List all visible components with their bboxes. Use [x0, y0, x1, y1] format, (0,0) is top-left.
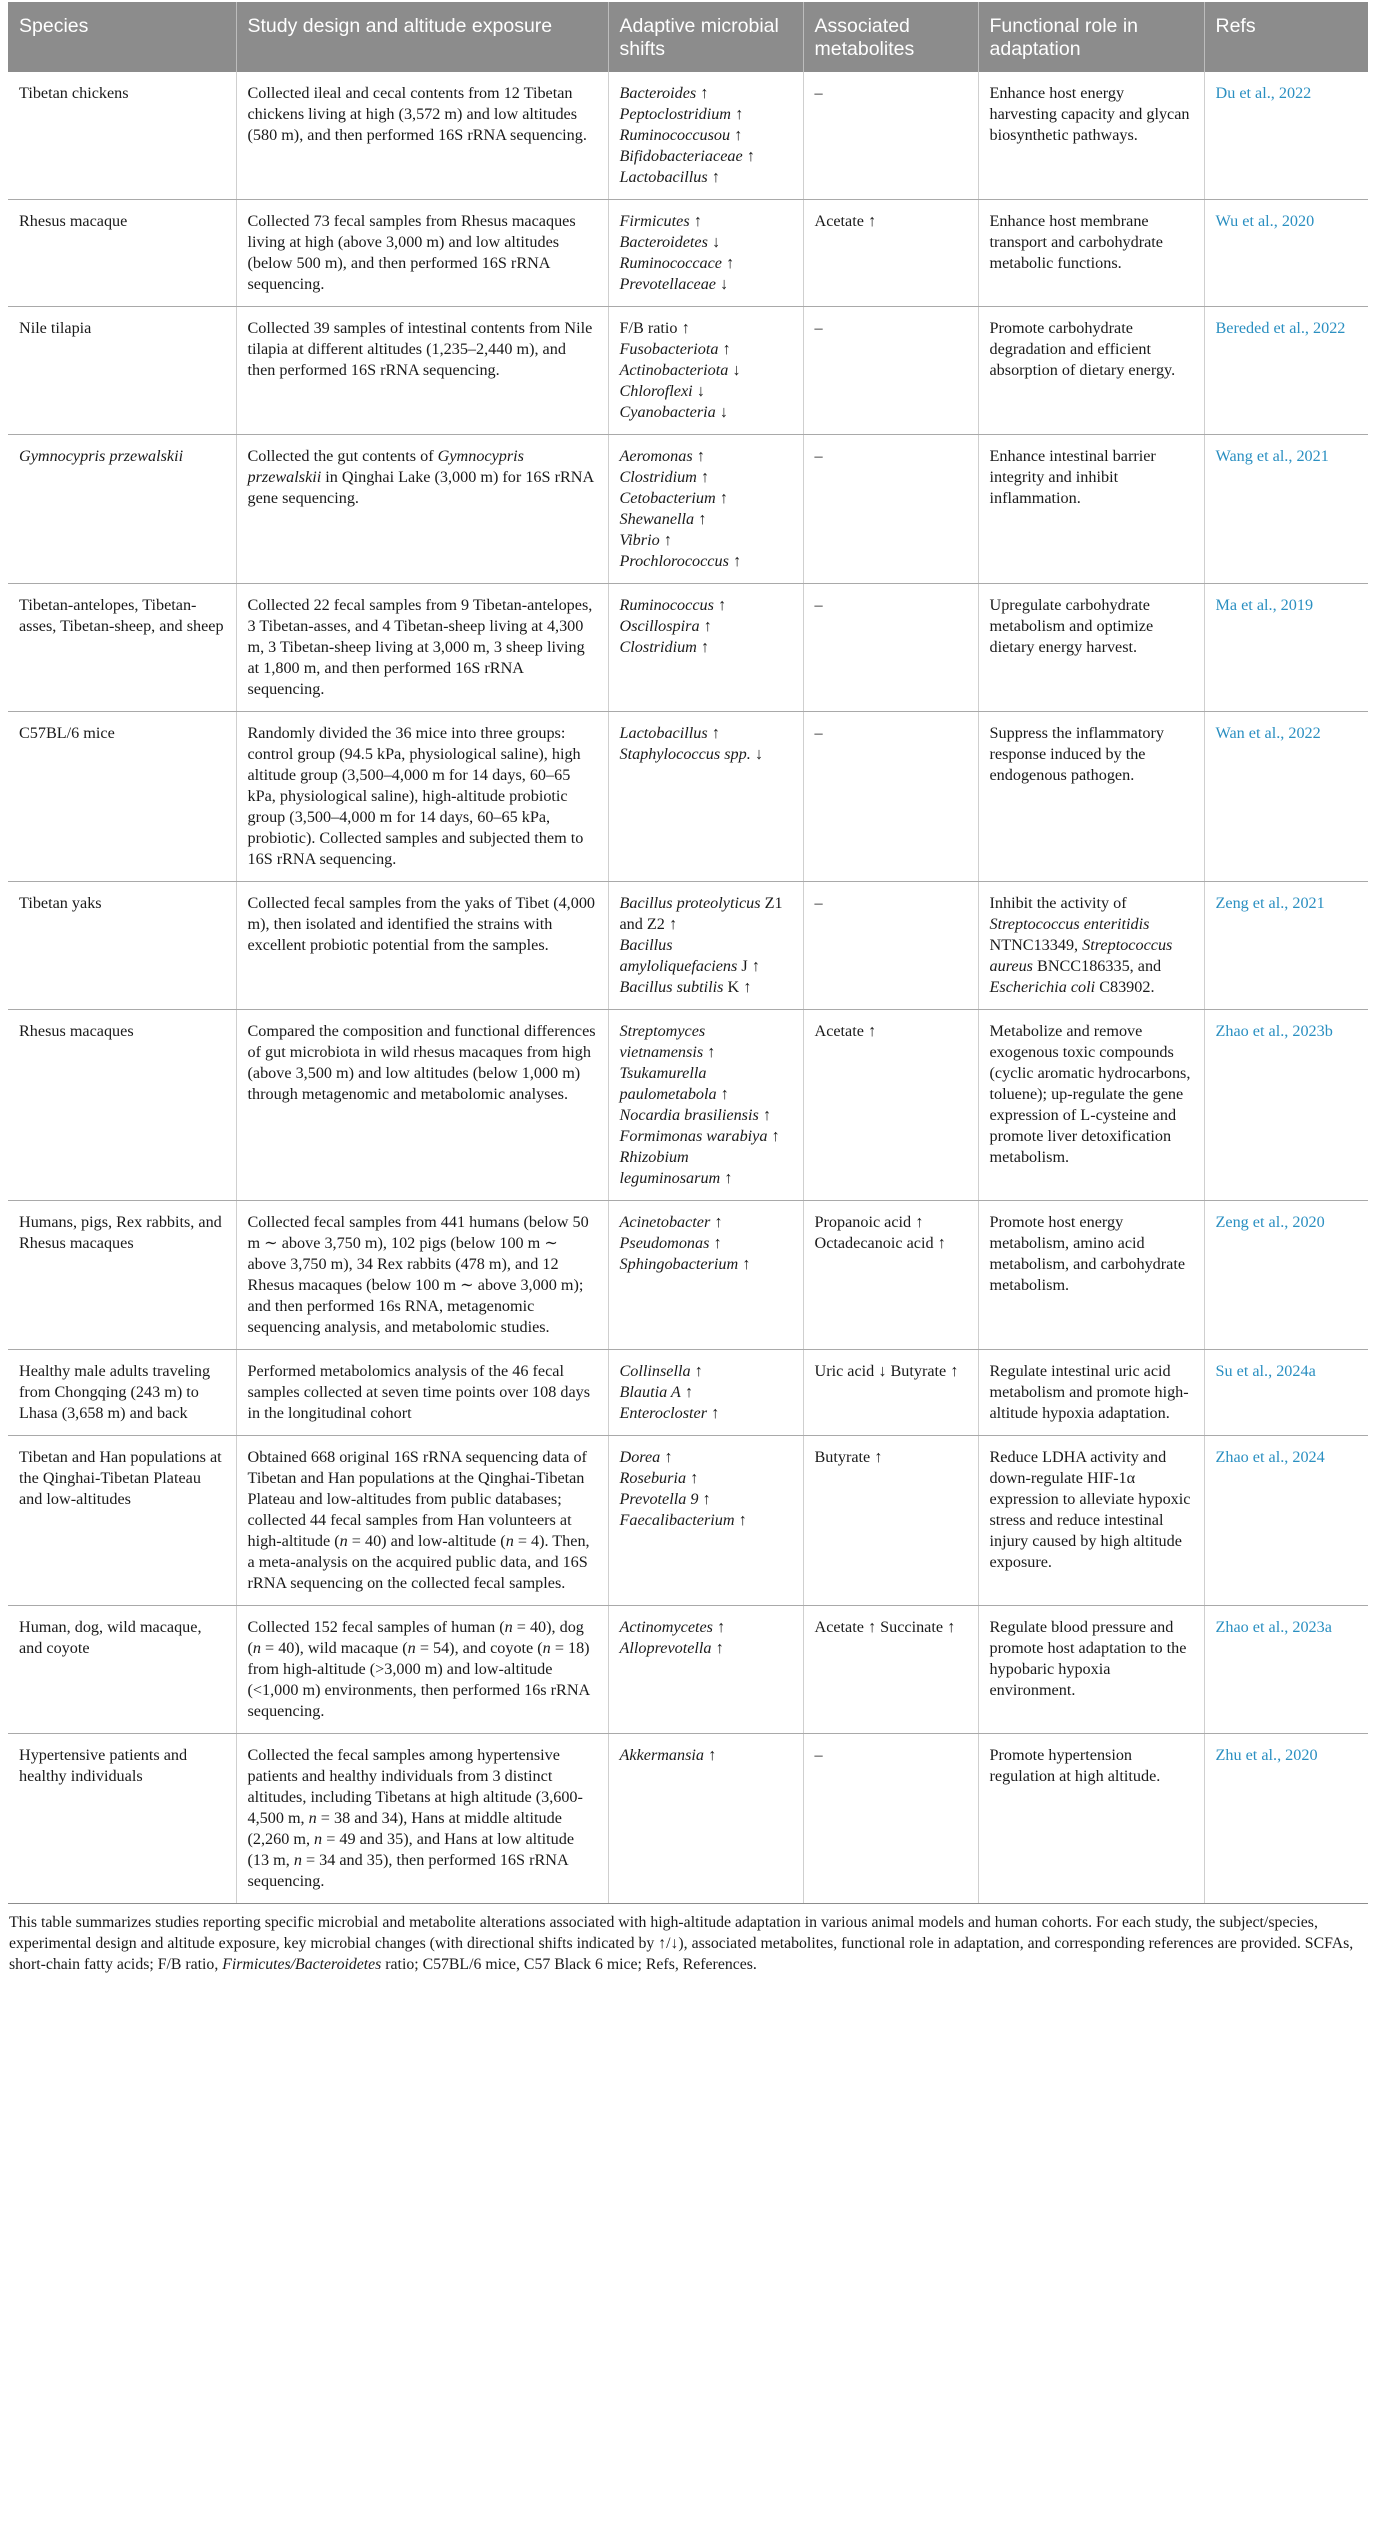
- role-cell: Regulate blood pressure and promote host adaptation to the hypobaric hypoxia environment.: [978, 1606, 1204, 1734]
- table-row: [8, 200, 1368, 307]
- direction-arrow: ↓: [707, 233, 721, 251]
- role-cell: Enhance intestinal barrier integrity and inhibit inflammation.: [978, 435, 1204, 584]
- text-run: = 18) from high-altitude (>3,000 m) and low-altitude (<1,000 m) environments, then performed 16s rRNA sequencing.: [247, 1639, 590, 1720]
- reference-link[interactable]: Zhao et al., 2023b: [1215, 1022, 1333, 1040]
- microbial-shift: [620, 104, 793, 125]
- italic-text: n: [252, 1639, 261, 1657]
- microbial-shift: [620, 1063, 793, 1105]
- adaptation-table: [8, 2, 1368, 1904]
- reference-link[interactable]: Zeng et al., 2020: [1215, 1213, 1325, 1231]
- direction-arrow: ↑: [711, 1639, 724, 1657]
- microbial-shift: [620, 1361, 793, 1382]
- ref-cell: [1204, 1734, 1368, 1904]
- direction-arrow: ↑: [715, 489, 728, 507]
- metabolites-cell: Propanoic acid ↑ Octadecanoic acid ↑: [803, 1201, 978, 1350]
- direction-arrow: ↑: [677, 319, 690, 337]
- design-cell: [236, 1436, 608, 1606]
- taxon-name: Staphylococcus spp.: [619, 745, 751, 763]
- reference-link[interactable]: Wan et al., 2022: [1215, 724, 1321, 742]
- design-cell: Compared the composition and functional differences of gut microbiota in wild rhesus macaques from high (above 3,500 m) and low altitudes (below 1,000 m) through metagenomic and metabolomic analyses.: [236, 1010, 608, 1201]
- taxon-name: Bacteroidetes: [619, 233, 708, 251]
- microbial-shift: [620, 125, 793, 146]
- text-run: This table summarizes studies reporting specific microbial and metabolite alterations associated with high-altitude adaptation in various animal models and human cohorts. For each study, the subject/species, experimental design and altitude exposure, key microbial changes (with directional shifts indicated by ↑/↓), associated metabolites, functional role in adaptation, and corresponding references are provided. SCFAs, short-chain fatty acids; F/B ratio,: [9, 1914, 1354, 1973]
- direction-arrow: ↑: [739, 978, 752, 996]
- microbial-shift: [620, 1382, 793, 1403]
- direction-arrow: ↑: [680, 1383, 693, 1401]
- microbial-shift: [620, 1126, 793, 1147]
- taxon-name: Prevotellaceae: [619, 275, 716, 293]
- table-row: [8, 882, 1368, 1010]
- direction-arrow: ↑: [712, 1618, 726, 1636]
- italic-text: Streptococcus aureus: [989, 936, 1173, 975]
- role-cell: Promote carbohydrate degradation and efficient absorption of dietary energy.: [978, 307, 1204, 435]
- taxon-name: Sphingobacterium: [619, 1255, 739, 1273]
- metabolites-cell: –: [803, 72, 978, 200]
- taxon-name: Bacillus subtilis: [619, 978, 724, 996]
- shifts-cell: [608, 1350, 803, 1436]
- direction-arrow: ↑: [686, 1469, 699, 1487]
- microbial-shift: [620, 744, 793, 765]
- species-cell: Rhesus macaques: [8, 1010, 236, 1201]
- microbial-shift: [620, 1489, 793, 1510]
- microbial-shift: [620, 1212, 793, 1233]
- taxon-name: Peptoclostridium: [619, 105, 732, 123]
- species-cell: C57BL/6 mice: [8, 712, 236, 882]
- taxon-name: Pseudomonas: [619, 1234, 710, 1252]
- taxon-name: Acinetobacter: [619, 1213, 711, 1231]
- microbial-shift: [620, 360, 793, 381]
- role-cell: Promote hypertension regulation at high altitude.: [978, 1734, 1204, 1904]
- shifts-cell: [608, 712, 803, 882]
- species-cell: Tibetan chickens: [8, 72, 236, 200]
- direction-arrow: ↑: [707, 168, 720, 186]
- microbial-shift: [620, 146, 793, 167]
- taxon-name: Formimonas warabiya: [619, 1127, 768, 1145]
- microbial-shift: [620, 232, 793, 253]
- ref-cell: [1204, 200, 1368, 307]
- shifts-cell: [608, 584, 803, 712]
- table-row: [8, 712, 1368, 882]
- taxon-strain: K: [723, 978, 740, 996]
- taxon-name: Prevotella 9: [619, 1490, 699, 1508]
- text-run: = 40) and low-altitude (: [347, 1532, 506, 1550]
- design-cell: Randomly divided the 36 mice into three groups: control group (94.5 kPa, physiological saline), high altitude group (3,500–4,000 m for 14 days, 60–65 kPa, physiological saline), high-altitude probiotic group (3,500–4,000 m for 14 days, 60–65 kPa, probiotic). Collected samples and subjected them to 16S rRNA sequencing.: [236, 712, 608, 882]
- microbial-shift: [620, 551, 793, 572]
- direction-arrow: ↑: [742, 147, 755, 165]
- italic-text: n: [308, 1809, 317, 1827]
- text-run: Collected 152 fecal samples of human (: [247, 1618, 505, 1636]
- direction-arrow: ↑: [721, 254, 735, 272]
- header-row: [8, 2, 1368, 72]
- taxon-name: Cetobacterium: [619, 489, 716, 507]
- design-cell: Collected ileal and cecal contents from 12 Tibetan chickens living at high (3,572 m) and low altitudes (580 m), and then performed 16S rRNA sequencing.: [236, 72, 608, 200]
- role-cell: Promote host energy metabolism, amino acid metabolism, and carbohydrate metabolism.: [978, 1201, 1204, 1350]
- microbial-shift: [620, 723, 793, 744]
- species-cell: Gymnocypris przewalskii: [8, 435, 236, 584]
- taxon-strain: J: [737, 957, 748, 975]
- microbial-shift: [620, 1617, 793, 1638]
- italic-text: n: [504, 1618, 513, 1636]
- role-cell: Enhance host energy harvesting capacity and glycan biosynthetic pathways.: [978, 72, 1204, 200]
- text-run: Collected the fecal samples among hypertensive patients and healthy individuals from 3 distinct altitudes, including Tibetans at high altitude (3,600-4,500 m,: [247, 1746, 583, 1827]
- table-row: [8, 72, 1368, 200]
- microbial-shift: [620, 530, 793, 551]
- species-cell: Hypertensive patients and healthy individuals: [8, 1734, 236, 1904]
- text-run: C83902.: [1095, 978, 1155, 996]
- taxon-name: Ruminococcus: [619, 596, 714, 614]
- ref-cell: [1204, 712, 1368, 882]
- direction-arrow: ↑: [713, 596, 727, 614]
- header-refs: Refs: [1204, 2, 1368, 72]
- taxon-name: Collinsella: [619, 1362, 691, 1380]
- ref-cell: [1204, 72, 1368, 200]
- taxon-name: Vibrio: [619, 531, 660, 549]
- header-role: Functional role in adaptation: [978, 2, 1204, 72]
- taxon-name: Clostridium: [619, 468, 697, 486]
- direction-arrow: ↓: [715, 275, 729, 293]
- reference-link[interactable]: Su et al., 2024a: [1215, 1362, 1316, 1380]
- direction-arrow: ↓: [750, 745, 763, 763]
- role-cell: Enhance host membrane transport and carbohydrate metabolic functions.: [978, 200, 1204, 307]
- microbial-shift: [620, 893, 793, 935]
- taxon-name: Oscillospira: [619, 617, 700, 635]
- taxon-name: Akkermansia: [619, 1746, 705, 1764]
- microbial-shift: [620, 595, 793, 616]
- direction-arrow: ↑: [703, 1043, 716, 1061]
- direction-arrow: ↑: [696, 468, 709, 486]
- microbial-shift: [620, 935, 793, 977]
- direction-arrow: ↑: [767, 1127, 780, 1145]
- italic-text: Gymnocypris przewalskii: [247, 447, 524, 486]
- taxon-name: Firmicutes: [619, 212, 690, 230]
- direction-arrow: ↑: [660, 1448, 673, 1466]
- shifts-cell: [608, 435, 803, 584]
- design-cell: Collected fecal samples from the yaks of Tibet (4,000 m), then isolated and identified the strains with excellent probiotic potential from the samples.: [236, 882, 608, 1010]
- italic-text: n: [293, 1851, 302, 1869]
- text-run: = 4). Then, a meta-analysis on the acquired public data, and 16S rRNA sequencing on the collected fecal samples.: [247, 1532, 590, 1592]
- table-row: [8, 584, 1368, 712]
- design-cell: Collected fecal samples from 441 humans (below 50 m ∼ above 3,750 m), 102 pigs (below 100 m ∼ above 3,750 m), 34 Rex rabbits (478 m), and 12 Rhesus macaques (below 100 m ∼ above 3,000 m); and then performed 16s RNA, metagenomic sequencing analysis, and metabolomic studies.: [236, 1201, 608, 1350]
- shifts-cell: [608, 1010, 803, 1201]
- taxon-name: Roseburia: [619, 1469, 687, 1487]
- text-run: Obtained 668 original 16S rRNA sequencing data of Tibetan and Han populations at the Qinghai-Tibetan Plateau and low-altitudes from public databases; collected 44 fecal samples from Han volunteers at high-altitude (: [247, 1448, 587, 1550]
- taxon-name: Blautia A: [619, 1383, 681, 1401]
- table-body: [8, 72, 1368, 1904]
- taxon-name: Clostridium: [619, 638, 697, 656]
- direction-arrow: ↑: [696, 638, 709, 656]
- role-cell: Reduce LDHA activity and down-regulate HIF-1α expression to alleviate hypoxic stress and reduce intestinal injury caused by high altitude exposure.: [978, 1436, 1204, 1606]
- direction-arrow: ↓: [715, 403, 728, 421]
- species-cell: Human, dog, wild macaque, and coyote: [8, 1606, 236, 1734]
- text-run: BNCC186335, and: [1032, 957, 1162, 975]
- microbial-shift: [620, 1510, 793, 1531]
- ref-cell: [1204, 307, 1368, 435]
- italic-text: Escherichia coli: [989, 978, 1096, 996]
- microbial-shift: [620, 211, 793, 232]
- shifts-cell: [608, 1606, 803, 1734]
- reference-link[interactable]: Wang et al., 2021: [1215, 447, 1329, 465]
- design-cell: [236, 1734, 608, 1904]
- direction-arrow: ↑: [731, 105, 744, 123]
- design-cell: Collected 73 fecal samples from Rhesus macaques living at high (above 3,000 m) and low altitudes (below 500 m), and then performed 16S rRNA sequencing.: [236, 200, 608, 307]
- direction-arrow: ↑: [728, 552, 742, 570]
- direction-arrow: ↑: [710, 1213, 723, 1231]
- species-cell: Rhesus macaque: [8, 200, 236, 307]
- shifts-cell: [608, 1734, 803, 1904]
- role-cell: Upregulate carbohydrate metabolism and optimize dietary energy harvest.: [978, 584, 1204, 712]
- microbial-shift: [620, 318, 793, 339]
- header-species: Species: [8, 2, 236, 72]
- taxon-name: Enterocloster: [619, 1404, 708, 1422]
- microbial-shift: [620, 339, 793, 360]
- shifts-cell: [608, 72, 803, 200]
- direction-arrow: ↑: [720, 1169, 733, 1187]
- direction-arrow: ↓: [692, 382, 705, 400]
- ref-cell: [1204, 1201, 1368, 1350]
- metabolites-cell: Butyrate ↑: [803, 1436, 978, 1606]
- table-row: [8, 1201, 1368, 1350]
- metabolites-cell: Uric acid ↓ Butyrate ↑: [803, 1350, 978, 1436]
- ref-cell: [1204, 435, 1368, 584]
- reference-link[interactable]: Bereded et al., 2022: [1215, 319, 1346, 337]
- taxon-name: Bifidobacteriaceae: [619, 147, 743, 165]
- direction-arrow: ↑: [709, 1234, 722, 1252]
- italic-text: n: [339, 1532, 348, 1550]
- shifts-cell: [608, 200, 803, 307]
- taxon-name: Lactobacillus: [619, 168, 708, 186]
- metabolites-cell: –: [803, 712, 978, 882]
- species-cell: Tibetan yaks: [8, 882, 236, 1010]
- ref-cell: [1204, 882, 1368, 1010]
- metabolites-cell: –: [803, 584, 978, 712]
- table-row: [8, 307, 1368, 435]
- microbial-shift: [620, 446, 793, 467]
- direction-arrow: ↑: [707, 1404, 720, 1422]
- text-run: = 34 and 35), then performed 16S rRNA sequencing.: [247, 1851, 568, 1890]
- direction-arrow: ↑: [694, 510, 707, 528]
- direction-arrow: ↑: [659, 531, 672, 549]
- taxon-name: Faecalibacterium: [619, 1511, 735, 1529]
- design-cell: [236, 1606, 608, 1734]
- direction-arrow: ↓: [728, 361, 741, 379]
- shifts-cell: [608, 1201, 803, 1350]
- table-header: [8, 2, 1368, 72]
- italic-text: n: [505, 1532, 514, 1550]
- microbial-shift: [620, 1745, 793, 1766]
- design-cell: [236, 435, 608, 584]
- microbial-shift: [620, 402, 793, 423]
- italic-text: n: [314, 1830, 323, 1848]
- reference-link[interactable]: Zhu et al., 2020: [1215, 1746, 1318, 1764]
- direction-arrow: ↑: [718, 340, 731, 358]
- ref-cell: [1204, 584, 1368, 712]
- taxon-name: Rhizobium leguminosarum: [619, 1148, 721, 1187]
- microbial-shift: [620, 467, 793, 488]
- microbial-shift: [620, 1447, 793, 1468]
- direction-arrow: ↑: [696, 84, 709, 102]
- microbial-shift: [620, 1403, 793, 1424]
- microbial-shift: [620, 977, 793, 998]
- metabolites-cell: –: [803, 882, 978, 1010]
- table-row: [8, 1010, 1368, 1201]
- direction-arrow: ↑: [758, 1106, 771, 1124]
- direction-arrow: ↑: [690, 1362, 703, 1380]
- microbial-shift: [620, 1105, 793, 1126]
- taxon-name: F/B ratio: [619, 319, 678, 337]
- microbial-shift: [620, 83, 793, 104]
- taxon-name: Alloprevotella: [619, 1639, 712, 1657]
- direction-arrow: ↑: [716, 1085, 729, 1103]
- italic-text: n: [542, 1639, 551, 1657]
- microbial-shift: [620, 1147, 793, 1189]
- taxon-name: Ruminococcusou: [619, 126, 731, 144]
- ref-cell: [1204, 1436, 1368, 1606]
- direction-arrow: ↑: [689, 212, 702, 230]
- italic-text: n: [407, 1639, 416, 1657]
- species-cell: Tibetan and Han populations at the Qinghai-Tibetan Plateau and low-altitudes: [8, 1436, 236, 1606]
- taxon-name: Bacteroides: [619, 84, 697, 102]
- shifts-cell: [608, 307, 803, 435]
- direction-arrow: ↑: [692, 447, 705, 465]
- microbial-shift: [620, 488, 793, 509]
- role-cell: Metabolize and remove exogenous toxic compounds (cyclic aromatic hydrocarbons, toluene); up-regulate the gene expression of L-cysteine and promote liver detoxification metabolism.: [978, 1010, 1204, 1201]
- microbial-shift: [620, 1233, 793, 1254]
- microbial-shift: [620, 1468, 793, 1489]
- metabolites-cell: –: [803, 435, 978, 584]
- metabolites-cell: Acetate ↑: [803, 1010, 978, 1201]
- taxon-name: Aeromonas: [619, 447, 693, 465]
- table-container: [8, 2, 1368, 1975]
- header-design: Study design and altitude exposure: [236, 2, 608, 72]
- species-cell: Tibetan-antelopes, Tibetan-asses, Tibetan-sheep, and sheep: [8, 584, 236, 712]
- text-run: Collected the gut contents of: [247, 447, 438, 465]
- microbial-shift: [620, 616, 793, 637]
- microbial-shift: [620, 1254, 793, 1275]
- microbial-shift: [620, 381, 793, 402]
- text-run: = 40), wild macaque (: [260, 1639, 408, 1657]
- table-row: [8, 435, 1368, 584]
- shifts-cell: [608, 1436, 803, 1606]
- metabolites-cell: Acetate ↑: [803, 200, 978, 307]
- taxon-name: Ruminococcace: [619, 254, 722, 272]
- text-run: = 49 and 35), and Hans at low altitude (13 m,: [247, 1830, 575, 1869]
- microbial-shift: [620, 1638, 793, 1659]
- design-cell: Performed metabolomics analysis of the 46 fecal samples collected at seven time points over 108 days in the longitudinal cohort: [236, 1350, 608, 1436]
- taxon-name: Bacillus amyloliquefaciens: [619, 936, 738, 975]
- direction-arrow: ↑: [704, 1746, 717, 1764]
- taxon-name: Shewanella: [619, 510, 695, 528]
- text-run: NTNC13349,: [989, 936, 1083, 954]
- direction-arrow: ↑: [730, 126, 743, 144]
- taxon-name: Streptomyces vietnamensis: [619, 1022, 706, 1061]
- design-cell: Collected 39 samples of intestinal contents from Nile tilapia at different altitudes (1,235–2,440 m), and then performed 16S rRNA sequencing.: [236, 307, 608, 435]
- taxon-name: Tsukamurella paulometabola: [619, 1064, 717, 1103]
- table-row: [8, 1436, 1368, 1606]
- direction-arrow: ↑: [698, 1490, 711, 1508]
- microbial-shift: [620, 509, 793, 530]
- reference-link[interactable]: Zeng et al., 2021: [1215, 894, 1325, 912]
- direction-arrow: ↑: [747, 957, 760, 975]
- taxon-name: Actinomycetes: [619, 1618, 713, 1636]
- table-row: [8, 1606, 1368, 1734]
- text-run: in Qinghai Lake (3,000 m) for 16S rRNA gene sequencing.: [247, 468, 594, 507]
- direction-arrow: ↑: [699, 617, 712, 635]
- reference-link[interactable]: Wu et al., 2020: [1215, 212, 1315, 230]
- text-run: ratio; C57BL/6 mice, C57 Black 6 mice; Refs, References.: [381, 1956, 757, 1973]
- ref-cell: [1204, 1606, 1368, 1734]
- taxon-name: Dorea: [619, 1448, 661, 1466]
- table-footnote: [8, 1912, 1364, 1975]
- microbial-shift: [620, 1021, 793, 1063]
- taxon-name: Cyanobacteria: [619, 403, 716, 421]
- microbial-shift: [620, 167, 793, 188]
- species-cell: Humans, pigs, Rex rabbits, and Rhesus macaques: [8, 1201, 236, 1350]
- microbial-shift: [620, 274, 793, 295]
- taxon-name: Chloroflexi: [619, 382, 693, 400]
- italic-text: Firmicutes/Bacteroidetes: [222, 1956, 382, 1973]
- role-cell: Suppress the inflammatory response induced by the endogenous pathogen.: [978, 712, 1204, 882]
- metabolites-cell: –: [803, 1734, 978, 1904]
- text-run: = 38 and 34), Hans at middle altitude (2,260 m,: [247, 1809, 562, 1848]
- taxon-name: Actinobacteriota: [619, 361, 729, 379]
- reference-link[interactable]: Zhao et al., 2023a: [1215, 1618, 1332, 1636]
- metabolites-cell: –: [803, 307, 978, 435]
- text-run: = 40), dog (: [247, 1618, 584, 1657]
- microbial-shift: [620, 253, 793, 274]
- design-cell: Collected 22 fecal samples from 9 Tibetan-antelopes, 3 Tibetan-asses, and 4 Tibetan-sheep living at 4,300 m, 3 Tibetan-sheep living at 3,000 m, 3 sheep living at 1,800 m, and then performed 16S rRNA sequencing.: [236, 584, 608, 712]
- taxon-name: Fusobacteriota: [619, 340, 719, 358]
- taxon-name: Lactobacillus: [619, 724, 708, 742]
- role-cell: Regulate intestinal uric acid metabolism and promote high-altitude hypoxia adaptation.: [978, 1350, 1204, 1436]
- ref-cell: [1204, 1010, 1368, 1201]
- header-shifts: Adaptive microbial shifts: [608, 2, 803, 72]
- header-metabolites: Associated metabolites: [803, 2, 978, 72]
- role-cell: [978, 882, 1204, 1010]
- metabolites-cell: Acetate ↑ Succinate ↑: [803, 1606, 978, 1734]
- reference-link[interactable]: Zhao et al., 2024: [1215, 1448, 1325, 1466]
- reference-link[interactable]: Ma et al., 2019: [1215, 596, 1314, 614]
- direction-arrow: ↑: [707, 724, 720, 742]
- taxon-strain: Z1 and Z2: [619, 894, 783, 933]
- taxon-name: Nocardia brasiliensis: [619, 1106, 759, 1124]
- taxon-name: Prochlorococcus: [619, 552, 729, 570]
- direction-arrow: ↑: [738, 1255, 751, 1273]
- text-run: = 54), and coyote (: [415, 1639, 543, 1657]
- direction-arrow: ↑: [734, 1511, 747, 1529]
- direction-arrow: ↑: [664, 915, 678, 933]
- shifts-cell: [608, 882, 803, 1010]
- species-cell: Healthy male adults traveling from Chongqing (243 m) to Lhasa (3,658 m) and back: [8, 1350, 236, 1436]
- table-row: [8, 1734, 1368, 1904]
- italic-text: Streptococcus enteritidis: [989, 915, 1150, 933]
- microbial-shift: [620, 637, 793, 658]
- taxon-name: Bacillus proteolyticus: [619, 894, 761, 912]
- ref-cell: [1204, 1350, 1368, 1436]
- reference-link[interactable]: Du et al., 2022: [1215, 84, 1312, 102]
- species-cell: Nile tilapia: [8, 307, 236, 435]
- text-run: Inhibit the activity of: [989, 894, 1127, 912]
- table-row: [8, 1350, 1368, 1436]
